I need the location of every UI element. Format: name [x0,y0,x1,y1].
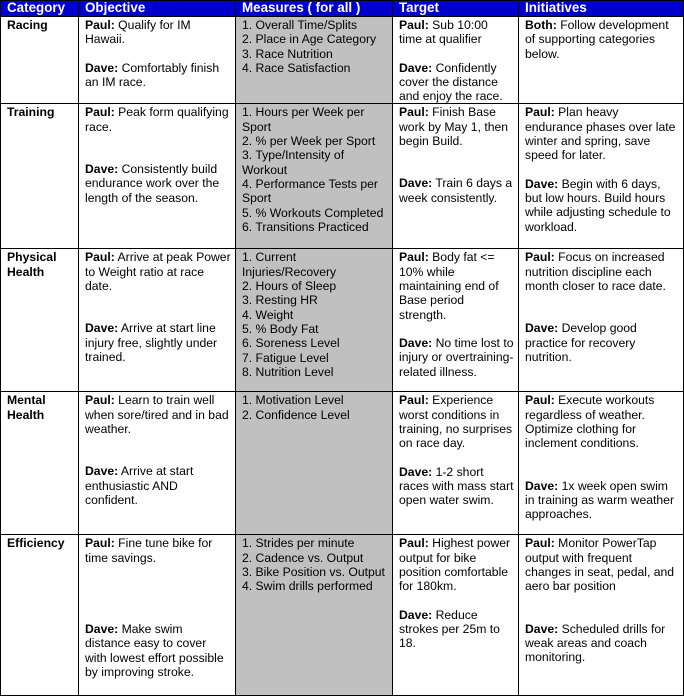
header-row [1,1,684,17]
measure-item: 2. Cadence vs. Output [242,550,364,565]
target-cell [393,535,519,696]
initiative-paul: Paul: Monitor PowerTap output with frequent changes in seat, pedal, and aero bar position [525,536,675,594]
measure-item: 6. Transitions Practiced [242,219,369,234]
table-row [1,535,684,696]
category-cell: Training [1,104,79,249]
measure-item: 5. % Body Fat [242,321,319,336]
initiative-paul: Paul: Plan heavy endurance phases over late winter and spring, save speed for later. [525,105,676,163]
target-paul: Paul: Experience worst conditions in training, no surprises on race day. [399,393,513,451]
target-paul: Paul: Body fat <= 10% while maintaining end of Base period strength. [399,250,499,322]
measure-item: 3. Resting HR [242,293,318,308]
target-cell [393,392,519,535]
measure-item: 6. Soreness Level [242,336,340,351]
measure-item: 2. Place in Age Category [242,32,377,47]
initiatives-cell [519,535,684,696]
measure-item: 3. Type/Intensity of Workout [242,148,345,177]
initiatives-cell [519,17,684,104]
category-cell: Racing [1,17,79,104]
objective-cell [79,535,236,696]
initiatives-cell [519,249,684,392]
measure-item: 4. Swim drills performed [242,579,373,594]
objective-paul: Paul: Fine tune bike for time savings. [85,536,213,565]
table-row [1,17,684,104]
measures-cell [236,392,393,535]
target-paul: Paul: Finish Base work by May 1, then begin Build. [399,105,509,149]
measure-item: 2. Hours of Sleep [242,279,337,294]
category-cell: Physical Health [1,249,79,392]
header-measures: Measures ( for all ) [236,1,393,17]
objective-paul: Paul: Arrive at peak Power to Weight ratio at race date. [85,250,231,294]
target-dave: Dave: 1-2 short races with mass start open water swim. [399,464,514,508]
objective-paul: Paul: Learn to train well when sore/tired and in bad weather. [85,393,229,437]
objective-cell [79,392,236,535]
objective-dave: Dave: Comfortably finish an IM race. [85,60,220,89]
measure-item: 2. Confidence Level [242,407,350,422]
table-row [1,249,684,392]
measure-item: 5. % Workouts Completed [242,205,384,220]
target-dave: Dave: No time lost to injury or overtraining-related illness. [399,335,514,379]
category-cell: Efficiency [1,535,79,696]
target-dave: Dave: Train 6 days a week consistently. [399,176,513,205]
measure-item: 4. Performance Tests per Sport [242,176,378,206]
target-cell [393,249,519,392]
target-paul: Paul: Highest power output for bike position comfortable for 180km. [399,536,511,594]
measures-cell [236,17,393,104]
target-cell [393,104,519,249]
measure-item: 2. % per Week per Sport [242,134,376,149]
header-initiatives: Initiatives [519,1,684,17]
initiative-dave: Dave: 1x week open swim in training as warm weather approaches. [525,478,675,522]
initiative-paul: Paul: Focus on increased nutrition discipline each month closer to race date. [525,250,666,294]
target-dave: Dave: Reduce strokes per 25m to 18. [399,607,500,651]
initiative-dave: Dave: Scheduled drills for weak areas and coach monitoring. [525,621,666,665]
table-row [1,104,684,249]
measure-item: 3. Bike Position vs. Output [242,565,385,580]
measure-item: 3. Race Nutrition [242,46,333,61]
measure-item: 4. Weight [242,307,294,322]
objective-cell [79,17,236,104]
measures-cell [236,104,393,249]
target-cell [393,17,519,104]
initiative-dave: Dave: Begin with 6 days, but low hours. Build hours while adjusting schedule to workload. [525,176,671,234]
initiatives-cell [519,392,684,535]
objective-paul: Paul: Qualify for IM Hawaii. [85,18,191,47]
measure-item: 1. Current Injuries/Recovery [242,250,337,279]
header-objective: Objective [79,1,236,17]
initiative-both: Both: Follow development of supporting categories below. [525,18,669,61]
measure-item: 4. Race Satisfaction [242,60,351,75]
measure-item: 1. Motivation Level [242,393,344,408]
objective-dave: Dave: Make swim distance easy to cover with lowest effort possible by improving stroke. [85,622,224,679]
measure-item: 8. Nutrition Level [242,364,334,379]
measure-item: 1. Overall Time/Splits [242,18,358,32]
measure-item: 7. Fatigue Level [242,350,329,365]
initiative-dave: Dave: Develop good practice for recovery nutrition. [525,321,637,364]
objective-cell [79,104,236,249]
target-paul: Paul: Sub 10:00 time at qualifier [399,18,488,47]
objective-paul: Paul: Peak form qualifying race. [85,105,229,134]
initiative-paul: Paul: Execute workouts regardless of weather. Optimize clothing for inclement conditions. [525,393,655,451]
objective-dave: Dave: Arrive at start enthusiastic AND confident. [85,464,194,507]
initiatives-cell [519,104,684,249]
objective-cell [79,249,236,392]
measures-cell [236,535,393,696]
header-category: Category [1,1,79,17]
objective-dave: Dave: Arrive at start line injury free, slightly under trained. [85,321,218,364]
objective-dave: Dave: Consistently build endurance work over the length of the season. [85,162,220,205]
header-target: Target [393,1,519,17]
measure-item: 1. Strides per minute [242,536,355,551]
table-row [1,392,684,535]
measure-item: 1. Hours per Week per Sport [242,105,365,134]
target-dave: Dave: Confidently cover the distance and enjoy the race. [399,60,503,104]
measures-cell [236,249,393,392]
category-cell: Mental Health [1,392,79,535]
